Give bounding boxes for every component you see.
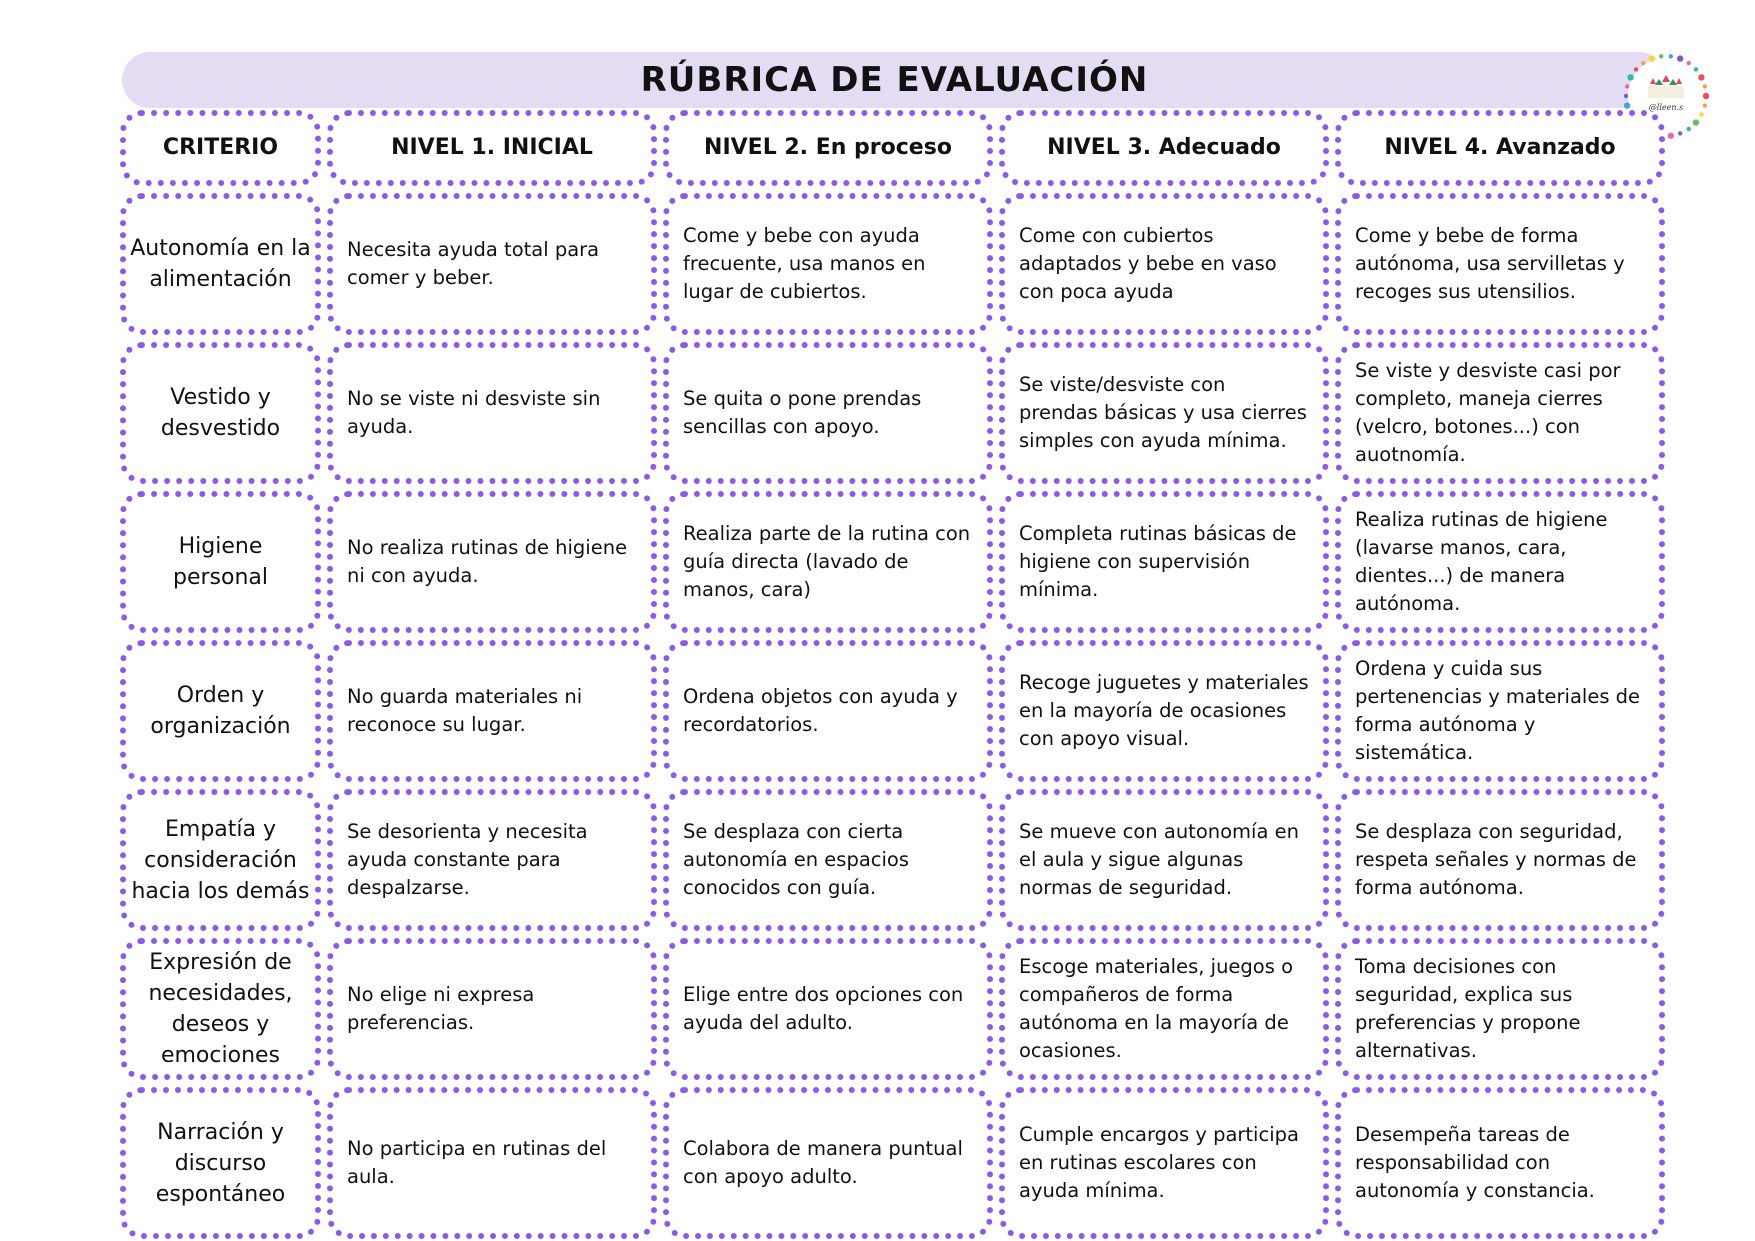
criterion-cell: Autonomía en la alimentación xyxy=(120,193,321,335)
criterion-cell: Narración y discurso espontáneo xyxy=(120,1087,321,1239)
level-4-cell: Realiza rutinas de higiene (lavarse manos, cara, dientes...) de manera autónoma. xyxy=(1335,491,1665,633)
header-nivel-1: NIVEL 1. INICIAL xyxy=(327,110,657,186)
level-2-cell: Realiza parte de la rutina con guía directa (lavado de manos, cara) xyxy=(663,491,993,633)
level-1-cell: No realiza rutinas de higiene ni con ayuda. xyxy=(327,491,657,633)
level-4-cell: Se viste y desviste casi por completo, maneja cierres (velcro, botones...) con auotnomía. xyxy=(1335,342,1665,484)
level-2-cell: Se quita o pone prendas sencillas con apoyo. xyxy=(663,342,993,484)
title-band xyxy=(122,52,1667,108)
level-4-cell: Desempeña tareas de responsabilidad con autonomía y constancia. xyxy=(1335,1087,1665,1239)
level-2-cell: Elige entre dos opciones con ayuda del adulto. xyxy=(663,938,993,1080)
level-3-cell: Cumple encargos y participa en rutinas escolares con ayuda mínima. xyxy=(999,1087,1329,1239)
level-2-cell: Se desplaza con cierta autonomía en espacios conocidos con guía. xyxy=(663,789,993,931)
level-2-cell: Come y bebe con ayuda frecuente, usa manos en lugar de cubiertos. xyxy=(663,193,993,335)
logo-text: @lleen.s xyxy=(1648,103,1684,112)
criterion-cell: Empatía y consideración hacia los demás xyxy=(120,789,321,931)
criterion-cell: Expresión de necesidades, deseos y emociones xyxy=(120,938,321,1080)
level-4-cell: Ordena y cuida sus pertenencias y materiales de forma autónoma y sistemática. xyxy=(1335,640,1665,782)
level-3-cell: Completa rutinas básicas de higiene con supervisión mínima. xyxy=(999,491,1329,633)
level-4-cell: Se desplaza con seguridad, respeta señales y normas de forma autónoma. xyxy=(1335,789,1665,931)
rubric-table xyxy=(120,110,1668,1239)
level-3-cell: Come con cubiertos adaptados y bebe en vaso con poca ayuda xyxy=(999,193,1329,335)
level-4-cell: Come y bebe de forma autónoma, usa servilletas y recoges sus utensilios. xyxy=(1335,193,1665,335)
level-1-cell: Se desorienta y necesita ayuda constante para despalzarse. xyxy=(327,789,657,931)
level-1-cell: No guarda materiales ni reconoce su lugar. xyxy=(327,640,657,782)
level-2-cell: Colabora de manera puntual con apoyo adulto. xyxy=(663,1087,993,1239)
header-nivel-3: NIVEL 3. Adecuado xyxy=(999,110,1329,186)
level-4-cell: Toma decisiones con seguridad, explica sus preferencias y propone alternativas. xyxy=(1335,938,1665,1080)
page-title: RÚBRICA DE EVALUACIÓN xyxy=(640,60,1149,100)
header-nivel-2: NIVEL 2. En proceso xyxy=(663,110,993,186)
level-3-cell: Se mueve con autonomía en el aula y sigue algunas normas de seguridad. xyxy=(999,789,1329,931)
level-2-cell: Ordena objetos con ayuda y recordatorios. xyxy=(663,640,993,782)
header-criterio: CRITERIO xyxy=(120,110,321,186)
criterion-cell: Vestido y desvestido xyxy=(120,342,321,484)
level-3-cell: Recoge juguetes y materiales en la mayoría de ocasiones con apoyo visual. xyxy=(999,640,1329,782)
header-nivel-4: NIVEL 4. Avanzado xyxy=(1335,110,1665,186)
criterion-cell: Higiene personal xyxy=(120,491,321,633)
level-3-cell: Escoge materiales, juegos o compañeros de forma autónoma en la mayoría de ocasiones. xyxy=(999,938,1329,1080)
criterion-cell: Orden y organización xyxy=(120,640,321,782)
level-1-cell: No elige ni expresa preferencias. xyxy=(327,938,657,1080)
level-3-cell: Se viste/desviste con prendas básicas y usa cierres simples con ayuda mínima. xyxy=(999,342,1329,484)
level-1-cell: Necesita ayuda total para comer y beber. xyxy=(327,193,657,335)
level-1-cell: No se viste ni desviste sin ayuda. xyxy=(327,342,657,484)
level-1-cell: No participa en rutinas del aula. xyxy=(327,1087,657,1239)
